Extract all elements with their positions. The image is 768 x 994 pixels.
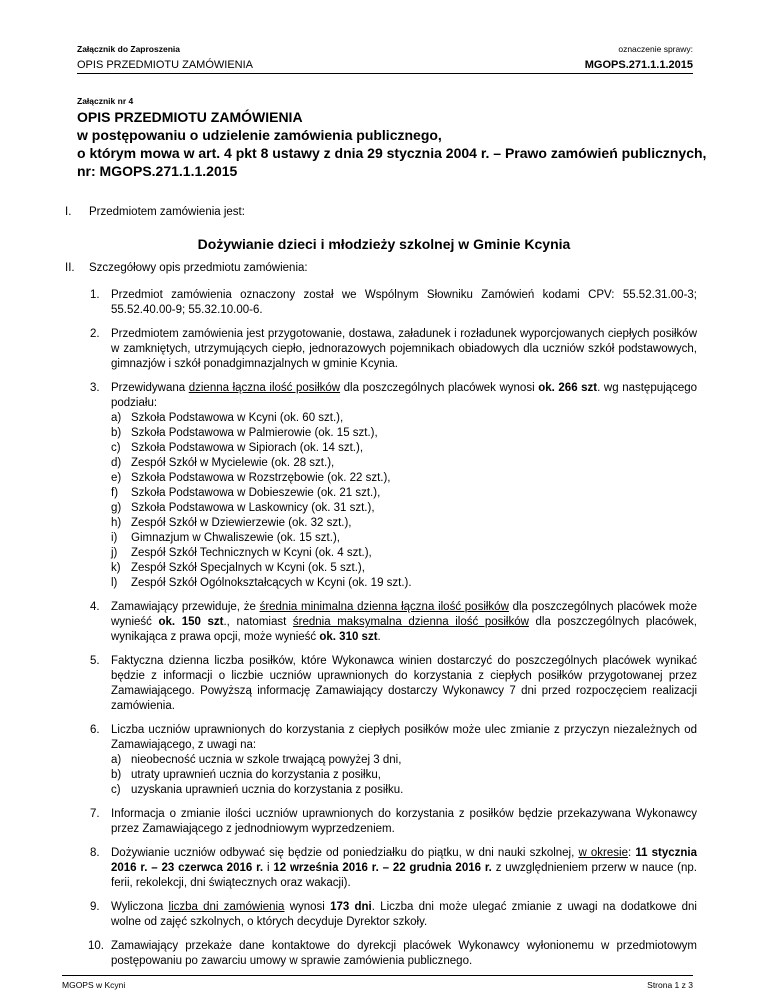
section-number: I.: [65, 206, 72, 218]
school-item: [111, 516, 697, 531]
item-text: dla poszczególnych placówek, wynikająca z prawa opcji, może wynieść: [111, 616, 698, 643]
item-text: dla poszczególnych placówek wynosi: [340, 382, 539, 394]
reason-letter: b): [111, 769, 122, 781]
item-number: 3.: [90, 382, 100, 394]
header-main: [77, 59, 693, 74]
item-list: [90, 288, 697, 969]
item-number: 2.: [90, 328, 100, 340]
header-case-number: MGOPS.271.1.1.2015: [584, 59, 693, 71]
school-letter: j): [111, 547, 118, 559]
item-text: Dożywianie uczniów odbywać się będzie od poniedziałku do piątku, w dni nauki szkolnej,: [111, 847, 579, 859]
school-item: [111, 576, 697, 591]
item-text: wynosi: [284, 901, 331, 913]
attachment-number: Załącznik nr 4: [77, 96, 134, 106]
school-item: [111, 426, 697, 441]
list-item: [90, 327, 697, 372]
item-bold: ok. 310 szt: [319, 631, 378, 643]
item-bold: ok. 150 szt: [158, 616, 224, 628]
item-bold: ok. 266 szt: [538, 382, 598, 394]
item-number: 4.: [90, 601, 100, 613]
page-footer: [62, 975, 693, 990]
item-bold: 12 września 2016 r. – 22 grudnia 2016 r.: [273, 862, 492, 874]
item-text: i: [263, 862, 274, 874]
item-underlined: dzienna łączna ilość posiłków: [188, 382, 341, 394]
list-item: [90, 939, 697, 969]
item-text: . wg następującego podziału:: [111, 382, 698, 409]
reason-item: [111, 783, 697, 798]
item-text: . Liczba dni może ulegać zmianie z uwagi na dodatkowe dni wolne od zajęć szkolnych, o których decyduje Dyrektor szkoły.: [111, 901, 697, 928]
list-item: [90, 654, 697, 714]
list-item: [90, 900, 697, 930]
school-letter: a): [111, 412, 122, 424]
order-subject: Dożywianie dzieci i młodzieży szkolnej w Gminie Kcynia: [197, 236, 571, 252]
item-text: Faktyczna dzienna liczba posiłków, które Wykonawca winien dostarczyć do poszczególnych placówek wynikać będzie z informacji o liczbie uczniów uprawnionych do korzystania z ciepłych posiłków przygotowanej przez Zamawiającego. Powyższą informację Zamawiający dostarczy Wykonawcy 7 dni przed rozpoczęciem realizacji zamówienia.: [111, 655, 697, 712]
list-item: [90, 600, 697, 645]
item-bold: 11 stycznia 2016 r. – 23 czerwca 2016 r.: [111, 847, 698, 874]
item-underlined: średnia maksymalna dzienna ilość posiłków: [292, 616, 529, 628]
school-text: Szkoła Podstawowa w Rozstrzębowie (ok. 22 szt.),: [131, 472, 391, 484]
header-doc-title: OPIS PRZEDMIOTU ZAMÓWIENIA: [77, 59, 254, 71]
section-text: Przedmiotem zamówienia jest:: [89, 206, 245, 218]
school-item: [111, 471, 697, 486]
header-top: [77, 44, 693, 54]
item-text: Przedmiotem zamówienia jest przygotowanie, dostawa, załadunek i rozładunek wyporcjowanych ciepłych posiłków w zamkniętych, utrzymujących ciepło, jednorazowych pojemnikach obiadowych dla uczniów szkół podstawowych, gimnazjów i szkół ponadgimnazjalnych w gminie Kcynia.: [111, 328, 697, 370]
list-item: [90, 381, 697, 591]
school-text: Szkoła Podstawowa w Laskownicy (ok. 31 szt.),: [131, 502, 375, 514]
item-underlined: liczba dni zamówienia: [168, 901, 285, 913]
school-text: Szkoła Podstawowa w Dobieszewie (ok. 21 szt.),: [131, 487, 381, 499]
item-number: 7.: [90, 808, 100, 820]
school-letter: d): [111, 457, 122, 469]
reason-text: uzyskania uprawnień ucznia do korzystania z posiłku.: [131, 784, 404, 796]
school-item: [111, 441, 697, 456]
school-text: Gimnazjum w Chwaliszewie (ok. 15 szt.),: [131, 532, 340, 544]
school-item: [111, 456, 697, 471]
title-line: OPIS PRZEDMIOTU ZAMÓWIENIA: [77, 109, 303, 125]
item-number: 6.: [90, 724, 100, 736]
reason-item: [111, 768, 697, 783]
school-text: Zespół Szkół Technicznych w Kcyni (ok. 4 szt.),: [131, 547, 372, 559]
item-text: Zamawiający przekaże dane kontaktowe do dyrekcji placówek Wykonawcy wyłonionemu w przedmiotowym postępowaniu po zawarciu umowy w sprawie zamówienia publicznego.: [111, 940, 697, 967]
school-text: Zespół Szkół w Mycielewie (ok. 28 szt.),: [131, 457, 335, 469]
section-text: Szczegółowy opis przedmiotu zamówienia:: [89, 262, 308, 274]
school-item: [111, 411, 697, 426]
school-text: Szkoła Podstawowa w Palmierowie (ok. 15 szt.),: [131, 427, 378, 439]
item-number: 9.: [90, 901, 100, 913]
item-text: :: [627, 847, 636, 859]
school-item: [111, 546, 697, 561]
item-number: 8.: [90, 847, 100, 859]
school-item: [111, 486, 697, 501]
school-list: [111, 411, 697, 591]
reason-letter: c): [111, 784, 121, 796]
school-letter: k): [111, 562, 121, 574]
school-letter: l): [111, 577, 118, 589]
item-text: Przedmiot zamówienia oznaczony został we Wspólnym Słowniku Zamówień kodami CPV: 55.52.31.00-3; 55.52.40.00-9; 55.32.10.00-6.: [111, 289, 697, 316]
reason-text: nieobecność ucznia w szkole trwającą powyżej 3 dni,: [131, 754, 402, 766]
school-text: Szkoła Podstawowa w Sipiorach (ok. 14 szt.),: [131, 442, 364, 454]
school-item: [111, 531, 697, 546]
reason-list: [111, 753, 697, 798]
attachment-label: Załącznik do Zaproszenia: [77, 44, 180, 54]
school-text: Zespół Szkół w Dziewierzewie (ok. 32 szt.),: [131, 517, 352, 529]
school-letter: f): [111, 487, 119, 499]
item-text: dla poszczególnych placówek może wynieść: [111, 601, 697, 628]
item-text: Liczba uczniów uprawnionych do korzystania z ciepłych posiłków może ulec zmianie z przyczyn niezależnych od Zamawiającego, z uwagi na:: [111, 724, 697, 751]
section-number: II.: [65, 262, 75, 274]
school-letter: b): [111, 427, 122, 439]
page-number: Strona 1 z 3: [647, 980, 693, 990]
item-text: Wyliczona: [111, 901, 169, 913]
footer-left: MGOPS w Kcyni: [62, 980, 126, 990]
reason-text: utraty uprawnień ucznia do korzystania z posiłku,: [131, 769, 381, 781]
school-text: Zespół Szkół Ogólnokształcących w Kcyni (ok. 19 szt.).: [131, 577, 412, 589]
reason-letter: a): [111, 754, 122, 766]
school-letter: h): [111, 517, 122, 529]
list-item: [90, 723, 697, 798]
case-label: oznaczenie sprawy:: [618, 44, 693, 54]
school-letter: g): [111, 502, 122, 514]
item-underlined: średnia minimalna dzienna łączna ilość posiłków: [259, 601, 509, 613]
school-item: [111, 561, 697, 576]
item-text: Zamawiający przewiduje, że: [111, 601, 260, 613]
title-line: nr: MGOPS.271.1.1.2015: [77, 163, 238, 179]
school-letter: i): [111, 532, 118, 544]
school-text: Szkoła Podstawowa w Kcyni (ok. 60 szt.),: [131, 412, 344, 424]
school-text: Zespół Szkół Specjalnych w Kcyni (ok. 5 szt.),: [131, 562, 365, 574]
reason-item: [111, 753, 697, 768]
school-item: [111, 501, 697, 516]
item-text: Informacja o zmianie ilości uczniów uprawnionych do korzystania z posiłków będzie przekazywana Wykonawcy przez Zamawiającego z jednodniowym wyprzedzeniem.: [111, 808, 697, 835]
document-title: [77, 108, 708, 180]
title-line: w postępowaniu o udzielenie zamówienia publicznego,: [77, 127, 442, 143]
school-letter: e): [111, 472, 122, 484]
item-text: .: [377, 631, 381, 643]
list-item: [90, 807, 697, 837]
list-item: [90, 288, 697, 318]
list-item: [90, 846, 697, 891]
item-bold: 173 dni: [330, 901, 372, 913]
item-number: 1.: [90, 289, 100, 301]
title-line: o którym mowa w art. 4 pkt 8 ustawy z dnia 29 stycznia 2004 r. – Prawo zamówień publicznych,: [77, 145, 707, 161]
item-underlined: w okresie: [578, 847, 628, 859]
item-text: Przewidywana: [111, 382, 189, 394]
item-text: ., natomiast: [223, 616, 293, 628]
item-text: z uwzględnieniem przerw w nauce (np. ferii, rekolekcji, dni świątecznych oraz wakacji).: [111, 862, 697, 889]
school-letter: c): [111, 442, 121, 454]
item-number: 5.: [90, 655, 100, 667]
item-number: 10.: [88, 940, 104, 952]
